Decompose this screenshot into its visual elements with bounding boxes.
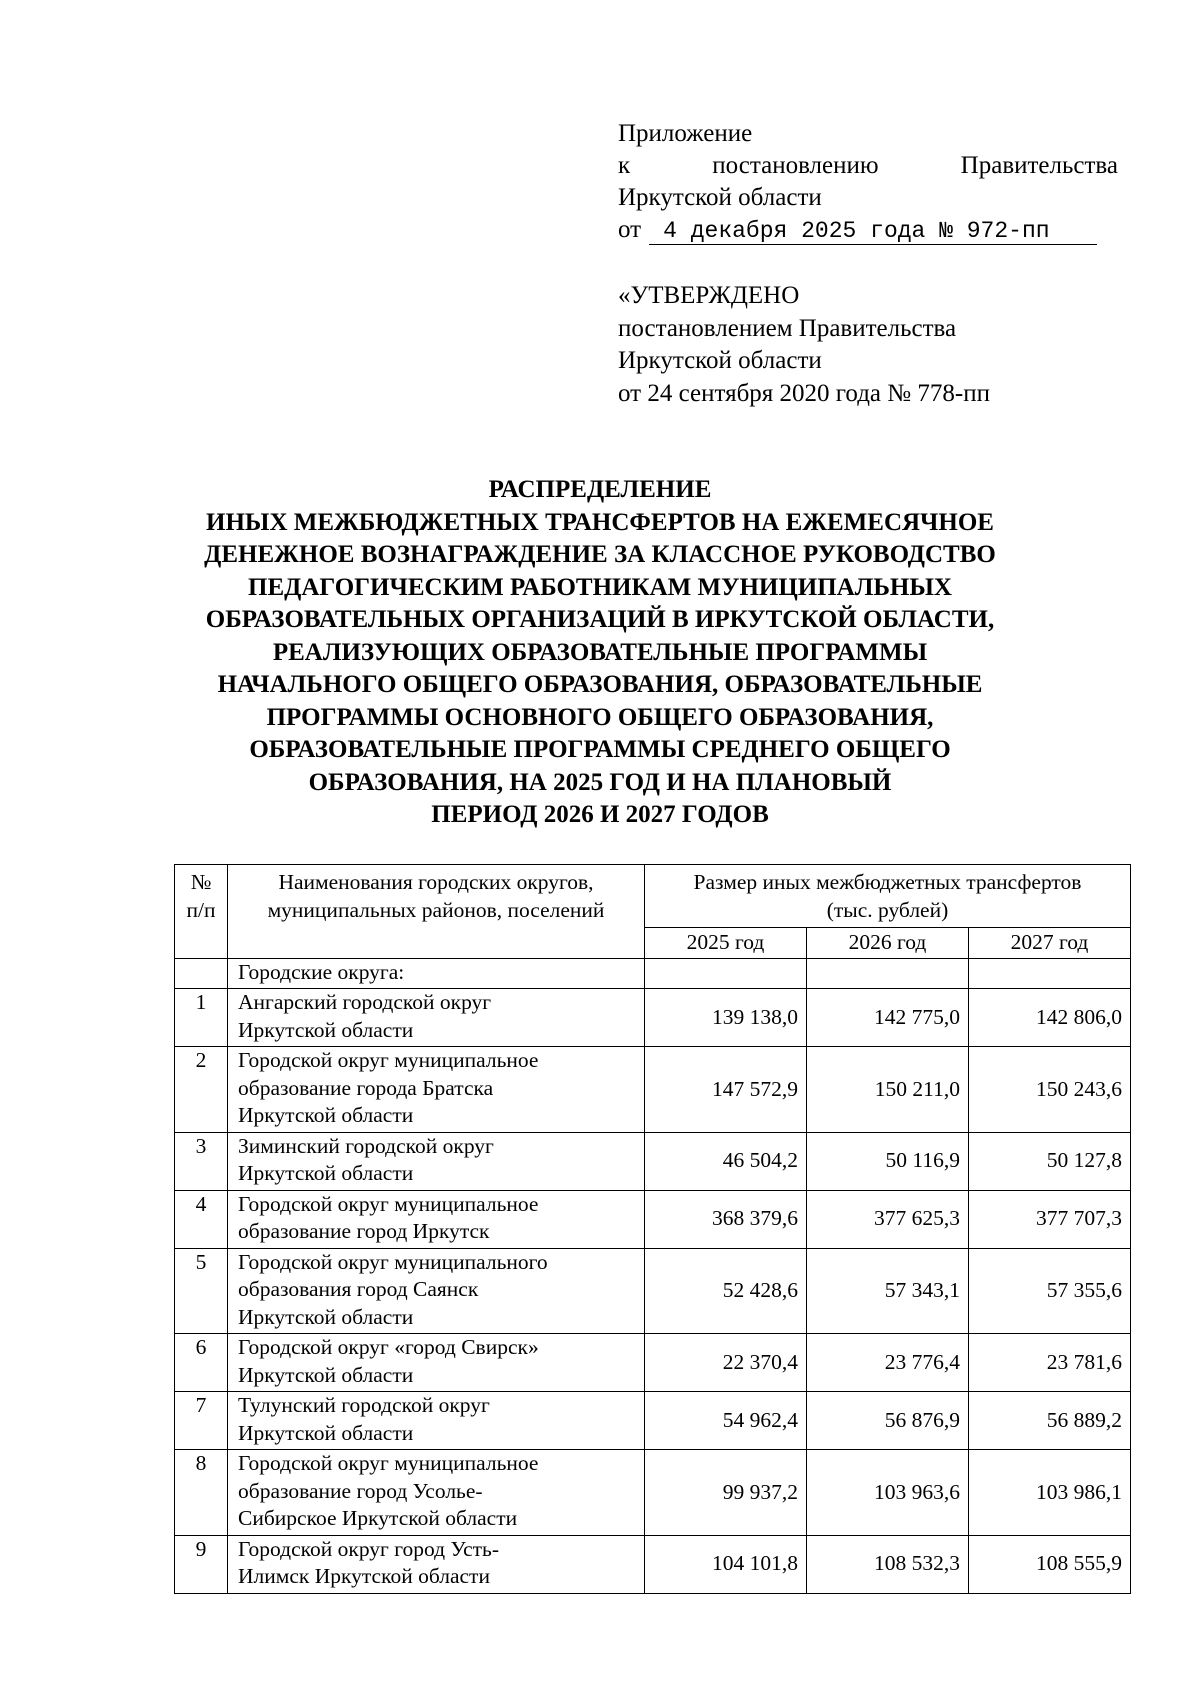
distribution-table [174,864,1131,1594]
row-name-line: Городской округ «город Свирск» [238,1335,539,1359]
row-name [228,989,645,1047]
appendix-word: постановлению [712,152,879,179]
row-value-2027: 50 127,8 [969,1132,1131,1190]
row-value-2026: 50 116,9 [807,1132,969,1190]
row-value-2027: 108 555,9 [969,1535,1131,1593]
row-value-2025: 99 937,2 [645,1450,807,1536]
row-value-2026: 150 211,0 [807,1047,969,1133]
row-name-line: Сибирское Иркутской области [238,1506,518,1530]
appendix-date-line [618,214,1118,246]
row-number: 5 [175,1248,228,1334]
row-value-2025: 104 101,8 [645,1535,807,1593]
row-value-2025: 147 572,9 [645,1047,807,1133]
row-value-2026: 142 775,0 [807,989,969,1047]
table-row [175,1535,1131,1593]
table-row [175,989,1131,1047]
row-name-line: Иркутской области [238,1420,414,1445]
row-number: 6 [175,1334,228,1392]
row-value-2025: 368 379,6 [645,1190,807,1248]
row-name [228,1535,645,1593]
row-name-line: образование города Братска [238,1075,494,1100]
header-num-line: п/п [186,897,216,922]
row-value-2026: 103 963,6 [807,1450,969,1536]
row-name-line: образование город Усолье- [238,1478,483,1503]
row-number: 2 [175,1047,228,1133]
row-number: 4 [175,1190,228,1248]
row-number: 8 [175,1450,228,1536]
row-name [228,1248,645,1334]
row-name-line: Городской округ муниципального [238,1249,548,1274]
row-number: 1 [175,989,228,1047]
header-year-2025: 2025 год [645,928,807,959]
appendix-resolution-line [618,150,1118,182]
row-value-2027: 23 781,6 [969,1334,1131,1392]
row-value-2026: 23 776,4 [807,1334,969,1392]
title-line: РАСПРЕДЕЛЕНИЕ [488,476,712,503]
header-year-2027: 2027 год [969,928,1131,959]
table-row [175,1132,1131,1190]
row-number: 7 [175,1392,228,1450]
table-body [175,959,1131,1594]
section-num-cell [175,959,228,989]
table-row [175,1392,1131,1450]
header-size-line: (тыс. рублей) [826,897,949,922]
row-name-line: Городской округ город Усть- [238,1536,500,1561]
row-name-line: образование город Иркутск [238,1219,490,1243]
row-name-line: Иркутской области [238,1362,414,1387]
row-value-2027: 56 889,2 [969,1392,1131,1450]
title-line: ОБРАЗОВАНИЯ, НА 2025 ГОД И НА ПЛАНОВЫЙ [308,768,892,796]
row-name-line: образования город Саянск [238,1277,479,1301]
row-value-2027: 57 355,6 [969,1248,1131,1334]
title-line: ОБРАЗОВАТЕЛЬНЫХ ОРГАНИЗАЦИЙ В ИРКУТСКОЙ ОБЛАСТИ, [205,606,995,633]
row-name-line: Иркутской области [238,1017,414,1042]
table-row [175,1334,1131,1392]
row-value-2025: 54 962,4 [645,1392,807,1450]
header-size [645,865,1131,928]
title-line: ИНЫХ МЕЖБЮДЖЕТНЫХ ТРАНСФЕРТОВ НА ЕЖЕМЕСЯЧНОЕ [206,508,994,536]
approved-label: «УТВЕРЖДЕНО [618,282,800,309]
row-value-2026: 57 343,1 [807,1248,969,1334]
appendix-region: Иркутской области [618,184,822,211]
appendix-from: от [618,216,642,243]
row-name-line: Городской округ муниципальное [238,1048,539,1072]
title-line: НАЧАЛЬНОГО ОБЩЕГО ОБРАЗОВАНИЯ, ОБРАЗОВАТЕЛЬНЫЕ [217,671,983,698]
row-name-line: Тулунский городской округ [238,1393,490,1417]
row-value-2027: 377 707,3 [969,1190,1131,1248]
row-name-line: Иркутской области [238,1103,414,1127]
row-value-2025: 46 504,2 [645,1132,807,1190]
header-name-line: Наименования городских округов, [278,870,594,894]
row-name [228,1450,645,1536]
appendix-word: Правительства [960,152,1118,179]
row-name [228,1392,645,1450]
row-number: 9 [175,1535,228,1593]
row-name [228,1047,645,1133]
approved-line: от 24 сентября 2020 года № 778-пп [618,379,990,407]
row-value-2027: 103 986,1 [969,1450,1131,1536]
title-line: РЕАЛИЗУЮЩИХ ОБРАЗОВАТЕЛЬНЫЕ ПРОГРАММЫ [272,638,928,666]
row-value-2025: 22 370,4 [645,1334,807,1392]
row-value-2026: 108 532,3 [807,1535,969,1593]
title-line: ПЕРИОД 2026 И 2027 ГОДОВ [431,801,769,828]
appendix-word: к [618,152,631,179]
row-name-line: Иркутской области [238,1161,414,1185]
header-name [228,865,645,959]
table-row [175,1047,1131,1133]
row-value-2026: 56 876,9 [807,1392,969,1450]
table-row [175,1450,1131,1536]
appendix-block [618,118,1118,246]
title-line: ПЕДАГОГИЧЕСКИМ РАБОТНИКАМ МУНИЦИПАЛЬНЫХ [248,573,952,601]
title-line: ДЕНЕЖНОЕ ВОЗНАГРАЖДЕНИЕ ЗА КЛАССНОЕ РУКОВОДСТВО [204,541,996,568]
table-row [175,1190,1131,1248]
header-size-line: Размер иных межбюджетных трансфертов [693,870,1082,894]
row-value-2027: 142 806,0 [969,989,1131,1047]
row-name [228,1132,645,1190]
row-value-2025: 139 138,0 [645,989,807,1047]
appendix-date: 4 декабря 2025 года № 972-пп [649,218,1097,245]
section-empty-cell [807,959,969,989]
row-value-2026: 377 625,3 [807,1190,969,1248]
row-name-line: Городской округ муниципальное [238,1191,539,1216]
header-num-line: № [190,870,212,894]
approved-line: Иркутской области [618,347,822,374]
row-value-2027: 150 243,6 [969,1047,1131,1133]
table-row [175,1248,1131,1334]
row-name-line: Зиминский городской округ [238,1133,494,1158]
header-year-2026: 2026 год [807,928,969,959]
section-empty-cell [645,959,807,989]
row-value-2025: 52 428,6 [645,1248,807,1334]
row-name [228,1334,645,1392]
title-line: ОБРАЗОВАТЕЛЬНЫЕ ПРОГРАММЫ СРЕДНЕГО ОБЩЕГО [249,736,951,763]
document-title [140,474,1060,832]
row-name [228,1190,645,1248]
row-name-line: Илимск Иркутской области [238,1564,490,1588]
table-section-row [175,959,1131,989]
row-number: 3 [175,1132,228,1190]
appendix-label: Приложение [618,120,753,147]
row-name-line: Ангарский городской округ [238,990,492,1014]
row-name-line: Городской округ муниципальное [238,1451,539,1475]
header-name-line: муниципальных районов, поселений [267,897,605,922]
section-label: Городские округа: [228,959,645,989]
approved-line: постановлением Правительства [618,314,957,342]
title-line: ПРОГРАММЫ ОСНОВНОГО ОБЩЕГО ОБРАЗОВАНИЯ, [266,703,934,731]
approved-block [618,280,1118,410]
section-empty-cell [969,959,1131,989]
header-num [175,865,228,959]
row-name-line: Иркутской области [238,1304,414,1329]
